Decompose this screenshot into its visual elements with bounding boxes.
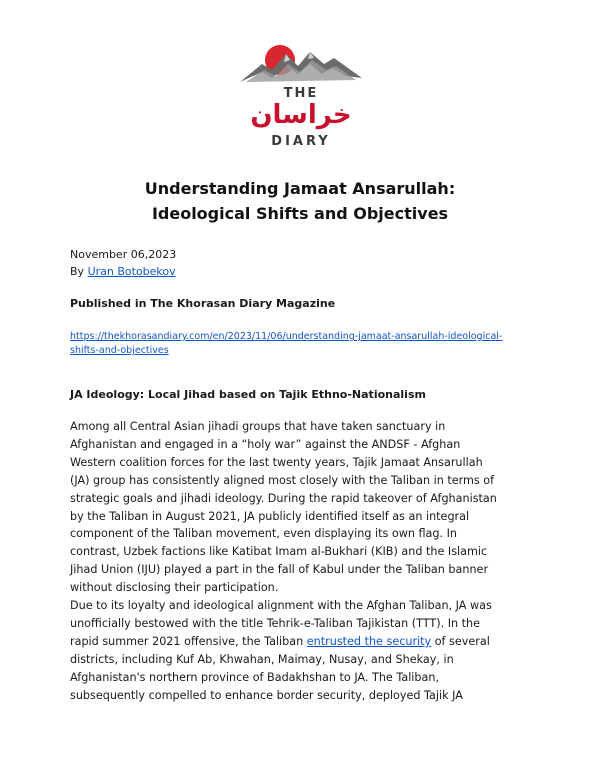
byline (70, 265, 176, 278)
paragraph-2 (70, 597, 536, 704)
body-line: without disclosing their participation. (70, 581, 279, 595)
author-link[interactable]: Uran Botobekov (87, 265, 176, 278)
body-line: Among all Central Asian jihadi groups that have taken sanctuary in (70, 420, 446, 433)
body-line: component of the Taliban movement, even displaying its own flag. In (70, 527, 458, 541)
body-line: subsequently compelled to enhance border security, deployed Tajik JA (70, 688, 463, 702)
body-line: strategic goals and jihadi ideology. During the rapid takeover of Afghanistan (70, 491, 497, 505)
body-line: Afghanistan's northern province of Badakhshan to JA. The Taliban, (70, 670, 440, 684)
body-line-segment: of several (431, 634, 490, 648)
title-line-2: Ideological Shifts and Objectives (151, 204, 449, 223)
body-line: unofficially bestowed with the title Tehrik-e-Taliban Tajikistan (TTT). In the (70, 616, 481, 630)
entrusted-security-link[interactable]: entrusted the security (306, 634, 432, 648)
body-line: contrast, Uzbek factions like Katibat Imam al-Bukhari (KIB) and the Islamic (70, 545, 488, 559)
body-line: Due to its loyalty and ideological alignment with the Afghan Taliban, JA was (70, 599, 492, 613)
body-line: Afghanistan and engaged in a “holy war” against the ANDSF - Afghan (70, 437, 461, 451)
body-line: Western coalition forces for the last twenty years, Tajik Jamaat Ansarullah (70, 455, 483, 469)
published-note: Published in The Khorasan Diary Magazine (70, 297, 336, 310)
body-line: Jihad Union (IJU) played a part in the fall of Kabul under the Taliban banner (70, 563, 489, 577)
byline-prefix: By (70, 265, 88, 278)
article-url-line-1[interactable]: https://thekhorasandiary.com/en/2023/11/06/understanding-jamaat-ansarullah-ideological- (70, 331, 503, 342)
body-text (70, 418, 536, 705)
body-line-segment: rapid summer 2021 offensive, the Taliban (70, 634, 307, 648)
body-line: (JA) group has consistently aligned most closely with the Taliban in terms of (70, 473, 495, 487)
paragraph-1 (70, 418, 536, 597)
article-url-line-2[interactable]: shifts-and-objectives (70, 345, 169, 356)
title-line-1: Understanding Jamaat Ansarullah: (144, 179, 456, 198)
logo-the-text: THE (283, 86, 319, 101)
document-title (70, 176, 530, 226)
body-line: by the Taliban in August 2021, JA publicly identified itself as an integral (70, 509, 470, 523)
magazine-logo (236, 38, 366, 158)
logo-arabic-text: خراسان (250, 100, 352, 130)
publication-date: November 06,2023 (70, 248, 177, 261)
mountain-sun-icon (236, 38, 366, 88)
body-line: districts, including Kuf Ab, Khwahan, Maimay, Nusay, and Shekay, in (70, 652, 454, 666)
section-heading: JA Ideology: Local Jihad based on Tajik Ethno-Nationalism (70, 388, 426, 401)
logo-diary-text: DIARY (271, 134, 331, 149)
article-url[interactable] (70, 330, 540, 358)
